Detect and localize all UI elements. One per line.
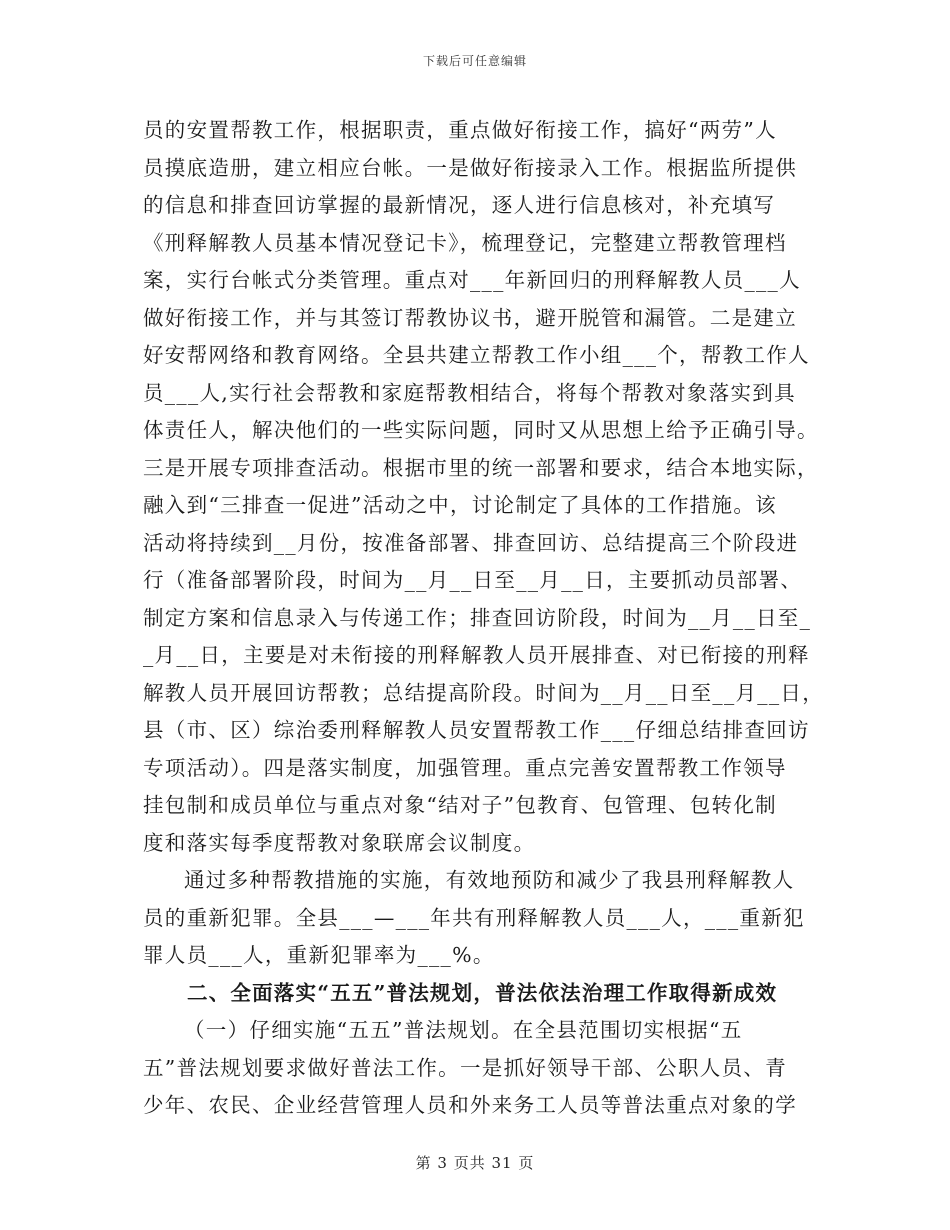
body-line: 员的安置帮教工作，根据职责，重点做好衔接工作，搞好“两劳”人: [143, 118, 777, 142]
paragraph-start-line: （一）仔细实施“五五”普法规划。在全县范围切实根据“五: [184, 1018, 743, 1042]
body-line: 做好衔接工作，并与其签订帮教协议书，避开脱管和漏管。二是建立: [143, 305, 797, 330]
body-line: 罪人员___人，重新犯罪率为___%。: [143, 943, 495, 967]
paragraph-start-line: 通过多种帮教措施的实施，有效地预防和减少了我县刑释解教人: [184, 868, 795, 892]
body-line: 活动将持续到__月份，按准备部署、排查回访、总结提高三个阶段进: [143, 530, 799, 555]
body-line: 度和落实每季度帮教对象联席会议制度。: [143, 830, 536, 855]
body-line: 融入到“三排查一促进”活动之中，讨论制定了具体的工作措施。该: [143, 493, 777, 517]
body-line: 挂包制和成员单位与重点对象“结对子”包教育、包管理、包转化制: [143, 793, 777, 817]
body-line: 好安帮网络和教育网络。全县共建立帮教工作小组___个，帮教工作人: [143, 343, 810, 367]
body-line: 员摸底造册，建立相应台帐。一是做好衔接录入工作。根据监所提供: [143, 155, 797, 180]
page-header: 下载后可任意编辑: [422, 54, 527, 68]
body-line: 县（市、区）综治委刑释解教人员安置帮教工作___仔细总结排查回访: [143, 718, 810, 742]
page-footer: 第 3 页共 31 页: [415, 1154, 535, 1172]
body-line: _月__日，主要是对未衔接的刑释解教人员开展排查、对已衔接的刑释: [143, 643, 810, 667]
body-line: 制定方案和信息录入与传递工作；排查回访阶段，时间为__月__日至_: [143, 605, 812, 630]
document-body: [143, 112, 824, 1125]
body-line: 员___人,实行社会帮教和家庭帮教相结合，将每个帮教对象落实到具: [143, 380, 796, 405]
body-line: 的信息和排查回访掌握的最新情况，逐人进行信息核对，补充填写: [143, 193, 776, 217]
body-line: 案，实行台帐式分类管理。重点对___年新回归的刑释解教人员___人: [143, 268, 801, 292]
body-line: 体责任人，解决他们的一些实际问题，同时又从思想上给予正确引导。: [143, 418, 819, 442]
body-line: 《刑释解教人员基本情况登记卡》，梳理登记，完整建立帮教管理档: [143, 230, 787, 255]
body-line: 少年、农民、企业经营管理人员和外来务工人员等普法重点对象的学: [143, 1093, 797, 1117]
body-line: 行（准备部署阶段，时间为__月__日至__月__日，主要抓动员部署、: [143, 568, 803, 592]
body-line: 解教人员开展回访帮教；总结提高阶段。时间为__月__日至__月__日，: [143, 680, 824, 705]
section-heading: 二、全面落实“五五”普法规划，普法依法治理工作取得新成效: [187, 980, 778, 1005]
body-line: 五”普法规划要求做好普法工作。一是抓好领导干部、公职人员、青: [143, 1055, 787, 1080]
body-line: 员的重新犯罪。全县___—___年共有刑释解教人员___人，___重新犯: [143, 905, 805, 930]
body-line: 专项活动）。四是落实制度，加强管理。重点完善安置帮教工作领导: [143, 755, 787, 780]
body-line: 三是开展专项排查活动。根据市里的统一部署和要求，结合本地实际，: [143, 455, 819, 480]
